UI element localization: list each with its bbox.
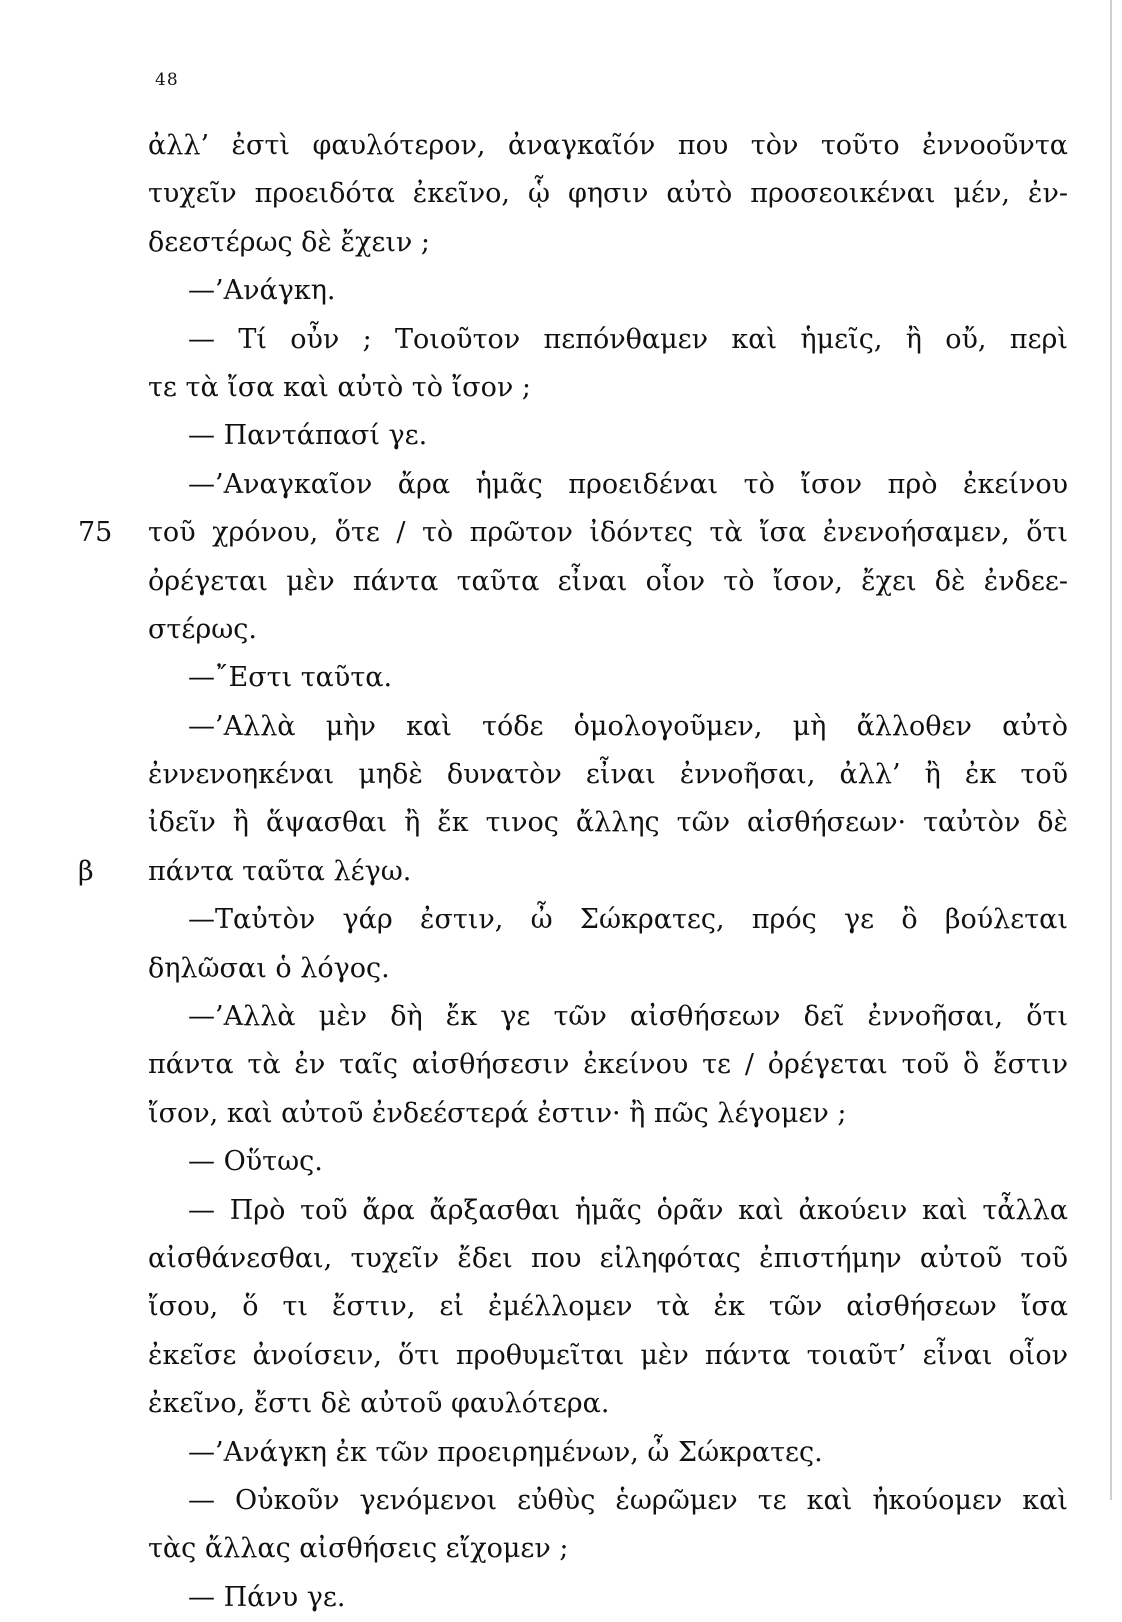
margin-reference: 75 xyxy=(78,517,113,549)
text-line xyxy=(148,751,1068,799)
text-line-content: — Οὕτως. xyxy=(188,1146,323,1178)
text-line xyxy=(148,993,1068,1041)
text-line-content: —Ταὐτὸν γάρ ἐστιν, ὦ Σώκρατες, πρός γε ὃ βούλεται xyxy=(188,904,1068,936)
page-number: 48 xyxy=(155,70,179,90)
text-line xyxy=(148,606,1068,654)
text-line-content: ἐννενοηκέναι μηδὲ δυνατὸν εἶναι ἐννοῆσαι, ἀλλ’ ἢ ἐκ τοῦ xyxy=(148,759,1068,791)
text-line-content: δεεστέρως δὲ ἔχειν ; xyxy=(148,226,431,258)
text-line-content: —’Ανάγκη ἐκ τῶν προειρημένων, ὦ Σώκρατες. xyxy=(188,1436,823,1468)
text-line-content: — Παντάπασί γε. xyxy=(188,420,428,452)
text-line xyxy=(148,1090,1068,1138)
text-line-content: στέρως. xyxy=(148,613,257,645)
text-line xyxy=(148,1477,1068,1525)
text-line-content: — Πρὸ τοῦ ἄρα ἄρξασθαι ἡμᾶς ὁρᾶν καὶ ἀκούειν καὶ τἆλλα xyxy=(188,1194,1068,1226)
text-line xyxy=(148,558,1068,606)
text-line xyxy=(148,219,1068,267)
text-line-content: δηλῶσαι ὁ λόγος. xyxy=(148,952,390,984)
text-line xyxy=(148,412,1068,460)
text-line-content: ἐκεῖσε ἀνοίσειν, ὅτι προθυμεῖται μὲν πάντα τοιαῦτ’ εἶναι οἷον xyxy=(148,1339,1068,1371)
text-line xyxy=(148,799,1068,847)
text-line-content: πάντα τὰ ἐν ταῖς αἰσθήσεσιν ἐκείνου τε / ὀρέγεται τοῦ ὃ ἔστιν xyxy=(148,1049,1068,1081)
text-line xyxy=(148,1574,1068,1622)
text-line-content: τε τὰ ἴσα καὶ αὐτὸ τὸ ἴσον ; xyxy=(148,371,531,403)
text-line xyxy=(148,170,1068,218)
text-line-content: τοῦ χρόνου, ὅτε / τὸ πρῶτον ἰδόντες τὰ ἴσα ἐνενοήσαμεν, ὅτι xyxy=(148,517,1068,549)
text-line xyxy=(148,316,1068,364)
text-line-content: ἴσον, καὶ αὐτοῦ ἐνδεέστερά ἐστιν· ἢ πῶς λέγομεν ; xyxy=(148,1097,847,1129)
text-line-content: τὰς ἄλλας αἰσθήσεις εἴχομεν ; xyxy=(148,1533,569,1565)
text-line xyxy=(148,1283,1068,1331)
text-line-content: ἀλλ’ ἐστὶ φαυλότερον, ἀναγκαῖόν που τὸν τοῦτο ἐννοοῦντα xyxy=(148,130,1068,161)
text-line xyxy=(78,848,1068,896)
text-line-content: — Πάνυ γε. xyxy=(188,1581,346,1613)
text-line xyxy=(148,364,1068,412)
text-line xyxy=(148,1041,1068,1089)
text-line xyxy=(148,1380,1068,1428)
text-line xyxy=(148,703,1068,751)
text-line xyxy=(148,461,1068,509)
text-line xyxy=(148,1429,1068,1477)
text-line-content: —῎Εστι ταῦτα. xyxy=(188,662,393,694)
body-text xyxy=(78,122,1068,1622)
text-line-content: τυχεῖν προειδότα ἐκεῖνο, ᾧ φησιν αὐτὸ προσεοικέναι μέν, ἐν- xyxy=(148,178,1068,210)
text-line xyxy=(148,122,1068,170)
text-line-content: — Τί οὖν ; Τοιοῦτον πεπόνθαμεν καὶ ἡμεῖς, ἢ οὔ, περὶ xyxy=(188,323,1068,355)
text-line-content: ἴσου, ὅ τι ἔστιν, εἰ ἐμέλλομεν τὰ ἐκ τῶν αἰσθήσεων ἴσα xyxy=(148,1291,1068,1323)
text-line xyxy=(148,1138,1068,1186)
text-line-content: αἰσθάνεσθαι, τυχεῖν ἔδει που εἰληφότας ἐπιστήμην αὐτοῦ τοῦ xyxy=(148,1242,1068,1274)
text-line-content: —’Αλλὰ μὲν δὴ ἔκ γε τῶν αἰσθήσεων δεῖ ἐννοῆσαι, ὅτι xyxy=(188,1001,1068,1033)
text-line-content: — Οὐκοῦν γενόμενοι εὐθὺς ἑωρῶμεν τε καὶ ἠκούομεν καὶ xyxy=(188,1484,1068,1516)
text-line-content: ὀρέγεται μὲν πάντα ταῦτα εἶναι οἷον τὸ ἴσον, ἔχει δὲ ἐνδεε- xyxy=(148,565,1068,597)
text-line-content: πάντα ταῦτα λέγω. xyxy=(148,855,412,887)
text-line xyxy=(148,1187,1068,1235)
text-line-content: —’Ανάγκη. xyxy=(188,275,336,307)
text-line xyxy=(148,945,1068,993)
text-line-content: —’Αλλὰ μὴν καὶ τόδε ὁμολογοῦμεν, μὴ ἄλλοθεν αὐτὸ xyxy=(188,710,1068,742)
text-line-content: —’Αναγκαῖον ἄρα ἡμᾶς προειδέναι τὸ ἴσον πρὸ ἐκείνου xyxy=(188,468,1068,500)
text-line xyxy=(148,1332,1068,1380)
text-line-content: ἐκεῖνο, ἔστι δὲ αὐτοῦ φαυλότερα. xyxy=(148,1388,610,1420)
text-line-content: ἰδεῖν ἢ ἅψασθαι ἢ ἔκ τινος ἄλλης τῶν αἰσθήσεων· ταὐτὸν δὲ xyxy=(148,807,1068,839)
text-line xyxy=(148,267,1068,315)
text-line xyxy=(78,509,1068,557)
text-line xyxy=(148,1235,1068,1283)
text-line xyxy=(148,896,1068,944)
page-edge-divider xyxy=(1110,0,1112,1500)
text-line xyxy=(148,1525,1068,1573)
text-line xyxy=(148,654,1068,702)
margin-reference: β xyxy=(78,855,94,887)
